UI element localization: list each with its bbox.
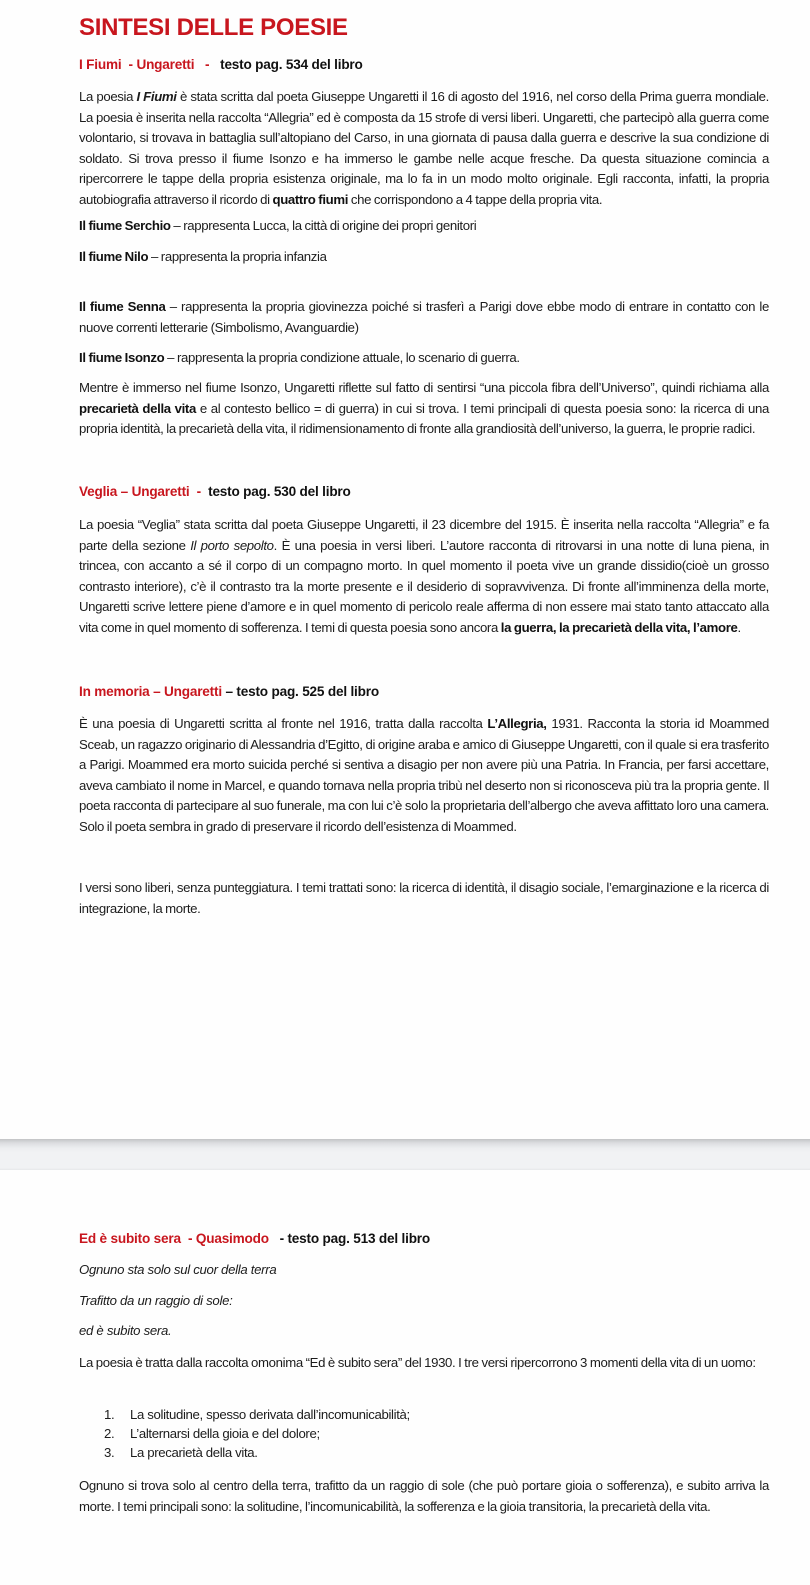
poem-verse-3: ed è subito sera.	[79, 1323, 172, 1338]
list-item: 1. La solitudine, spesso derivata dall’incomunicabilità;	[104, 1407, 410, 1422]
poem-verse-1: Ognuno sta solo sul cuor della terra	[79, 1262, 277, 1277]
river-item-nilo: Il fiume Nilo – rappresenta la propria infanzia	[79, 249, 327, 264]
list-item: 2. L’alternarsi della gioia e del dolore;	[104, 1426, 320, 1441]
section-heading-ed-e-subito-sera	[79, 1231, 430, 1246]
heading-poem-title: Ed è subito sera - Quasimodo	[79, 1231, 269, 1246]
numbered-list-moments	[79, 1405, 410, 1462]
heading-separator: -	[194, 57, 221, 72]
river-item-isonzo: Il fiume Isonzo – rappresenta la propria condizione attuale, lo scenario di guerra.	[79, 350, 520, 365]
paragraph-veglia: La poesia “Veglia” stata scritta dal poeta Giuseppe Ungaretti, il 23 dicembre del 1915. È inserita nella raccolta “Allegria” e fa parte della sezione Il porto sepolto. È una poesia in versi liberi. L’autore racconta di ritrovarsi in una notte di luna piena, in trincea, con accanto a sé il corpo di un compagno morto. In quel momento il poeta vive un grande dissidio(cioè un grosso contrasto interiore), c’è il contrasto tra la morte presente e il desiderio di sopravvivenza. Di fronte all’imminenza della morte, Ungaretti scrive lettere piene d’amore e in quel momento di pericolo reale afferma di non essere mai stato tanto attaccato alla vita come in quel momento di sofferenza. I temi di questa poesia sono ancora la guerra, la precarietà della vita, l’amore.	[79, 517, 770, 635]
heading-page-reference: testo pag. 530 del libro	[208, 484, 351, 499]
river-item-senna: Il fiume Senna – rappresenta la propria giovinezza poiché si trasferì a Parigi dove ebbe modo di entrare in contatto con le nuove correnti letterarie (Simbolismo, Avanguardie)	[79, 299, 769, 335]
bold-emphasis: quattro fiumi	[272, 191, 349, 207]
document-title: SINTESI DELLE POESIE	[79, 14, 348, 41]
list-item: 3. La precarietà della vita.	[104, 1445, 258, 1460]
paragraph-sera-intro: La poesia è tratta dalla raccolta omonima “Ed è subito sera” del 1930. I tre versi ripercorrono 3 momenti della vita di un uomo:	[79, 1355, 756, 1370]
heading-poem-title: I Fiumi - Ungaretti	[79, 57, 195, 72]
section-heading-i-fiumi	[79, 57, 363, 72]
paragraph-fiumi-intro: La poesia I Fiumi è stata scritta dal poeta Giuseppe Ungaretti il 16 di agosto del 1916, nel corso della Prima guerra mondiale. La poesia è inserita nella raccolta “Allegria” ed è composta da 15 strofe di versi liberi. Ungaretti, che partecipò alla guerra come volontario, si trovava in battaglia sull’altopiano del Carso, in una giornata di pausa dalla guerra e descrive la sua condizione di soldato. Si trova presso il fiume Isonzo e ha immerso le gambe nelle acque fresche. Da questa situazione comincia a ripercorrere le tappe della propria esistenza originale, ma lo fa in un modo molto originale. Egli racconta, infatti, la propria autobiografia attraverso il ricordo di quattro fiumi che corrispondono a 4 tappe della propria vita.	[79, 89, 769, 207]
section-heading-in-memoria	[79, 684, 379, 699]
heading-separator: -	[189, 484, 209, 499]
poem-verse-2: Trafitto da un raggio di sole:	[79, 1293, 233, 1308]
heading-separator: –	[221, 684, 237, 699]
poem-title-emphasis: I Fiumi	[136, 89, 177, 104]
paragraph-memoria-themes: I versi sono liberi, senza punteggiatura. I temi trattati sono: la ricerca di identità, il disagio sociale, l’emarginazione e la ricerca di integrazione, la morte.	[79, 880, 769, 916]
page-break-separator	[0, 1139, 810, 1170]
bold-emphasis: L’Allegria,	[487, 716, 547, 731]
heading-page-reference: testo pag. 534 del libro	[220, 57, 363, 72]
heading-poem-title: In memoria – Ungaretti	[79, 684, 222, 699]
heading-poem-title: Veglia – Ungaretti	[79, 484, 190, 499]
document-page-2	[0, 1170, 810, 1585]
bold-emphasis: precarietà della vita	[79, 400, 196, 416]
paragraph-memoria-story: È una poesia di Ungaretti scritta al fronte nel 1916, tratta dalla raccolta L’Allegria, 1931. Racconta la storia id Moammed Sceab, un ragazzo originario di Alessandria d’Egitto, di origine araba e amico di Giuseppe Ungaretti, con il quale si era trasferito a Parigi. Moammed era morto suicida perché si sentiva a disagio per non avere più una Patria. In Francia, per farsi accettare, aveva cambiato il nome in Marcel, e quando tornava nella propria tribù nel deserto non si riconosceva più tra la propria gente. Il poeta racconta di partecipare al suo funerale, ma con lui c’è solo la proprietaria dell’albergo che aveva affittato loro una camera. Solo il poeta sembra in grado di preservare il ricordo dell’esistenza di Moammed.	[79, 716, 770, 834]
river-item-serchio: Il fiume Serchio – rappresenta Lucca, la città di origine dei propri genitori	[79, 218, 477, 233]
heading-separator: -	[268, 1231, 288, 1246]
bold-emphasis: la guerra, la precarietà della vita, l’amore	[500, 619, 738, 635]
italic-collection-name: Il porto sepolto	[190, 537, 274, 553]
paragraph-sera-themes: Ognuno si trova solo al centro della terra, trafitto da un raggio di sole (che può portare gioia o sofferenza), e subito arriva la morte. I temi principali sono: la solitudine, l’incomunicabilità, la sofferenza e la gioia transitoria, la precarietà della vita.	[79, 1478, 769, 1514]
section-heading-veglia	[79, 484, 351, 499]
heading-page-reference: testo pag. 513 del libro	[287, 1231, 430, 1246]
heading-page-reference: testo pag. 525 del libro	[236, 684, 379, 699]
paragraph-fiumi-themes: Mentre è immerso nel fiume Isonzo, Ungaretti riflette sul fatto di sentirsi “una piccola fibra dell’Universo”, quindi richiama alla precarietà della vita e al contesto bellico = di guerra) in cui si trova. I temi principali di questa poesia sono: la ricerca di una propria identità, la precarietà della vita, il ridimensionamento di fronte alla grandiosità dell’universo, la guerra, le proprie radici.	[79, 380, 769, 436]
